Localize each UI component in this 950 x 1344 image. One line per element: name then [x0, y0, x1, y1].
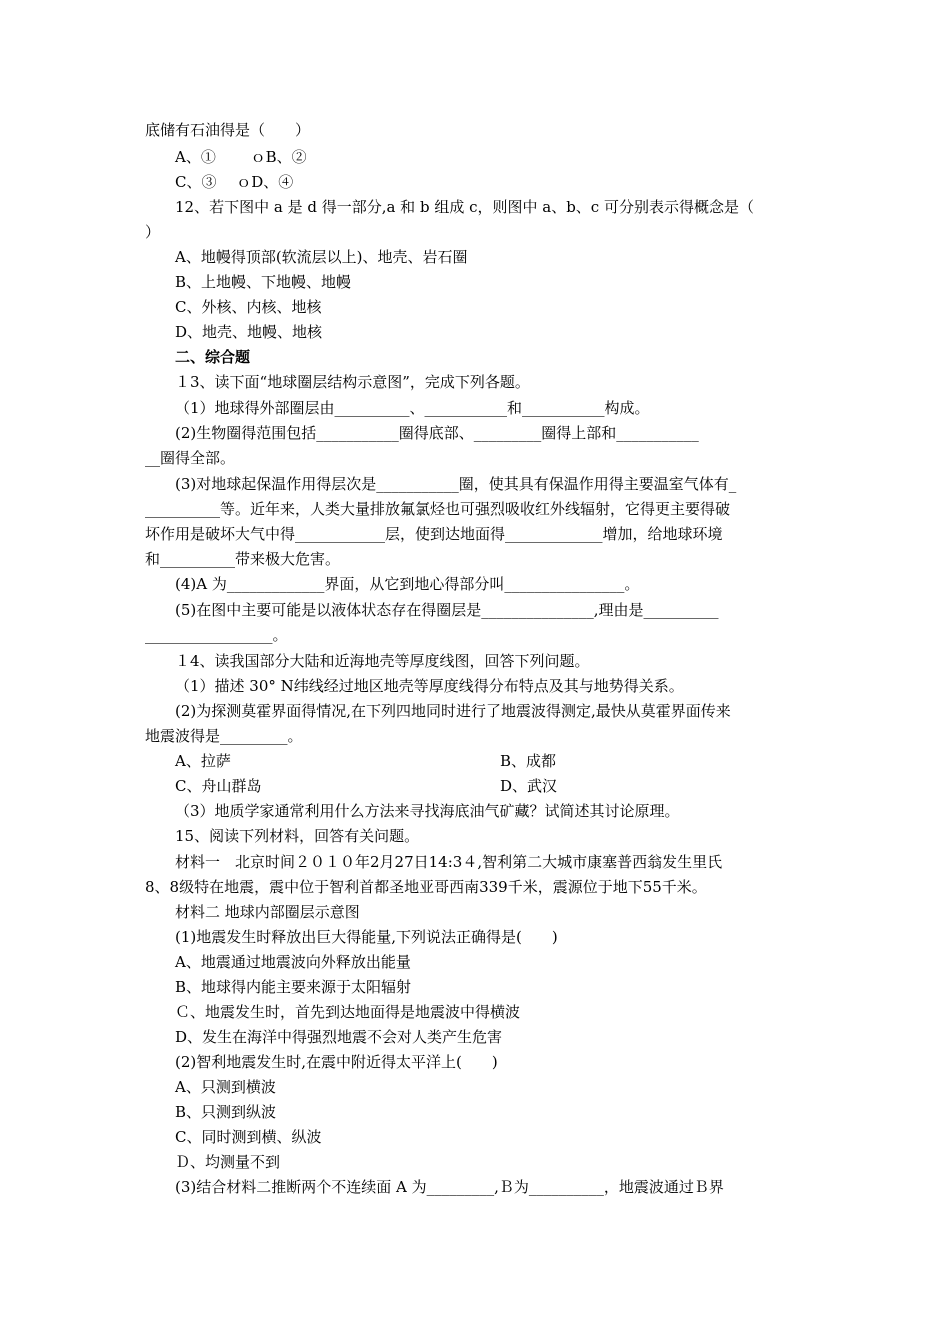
option-line: B、只测到纵波 [175, 1103, 277, 1121]
question-13: １3、读下面“地球圈层结构示意图”，完成下列各题。 [175, 373, 530, 391]
text-line: ） [145, 223, 161, 241]
option-line: A、拉萨 [175, 752, 231, 770]
option-line: B、地球得内能主要来源于太阳辐射 [175, 978, 412, 996]
option-line: A、① ｏB、② [175, 148, 307, 166]
option-line: A、地震通过地震波向外释放出能量 [175, 953, 411, 971]
text-line: 坏作用是破坏大气中得____________层，使到达地面得_____________增加，给地球环境 [145, 525, 723, 543]
text-line: 地震波得是_________。 [145, 727, 303, 745]
text-line: (2)生物圈得范围包括___________圈得底部、_________圈得上部和___________ [175, 424, 699, 442]
option-line: C、③ ｏD、④ [175, 173, 294, 191]
option-line: D、发生在海洋中得强烈地震不会对人类产生危害 [175, 1028, 503, 1046]
text-line: 底储有石油得是（ ） [145, 121, 311, 139]
option-line: A、只测到横波 [175, 1078, 276, 1096]
option-line: Ｄ、均测量不到 [175, 1153, 281, 1171]
question-14: １4、读我国部分大陆和近海地壳等厚度线图，回答下列问题。 [175, 652, 590, 670]
option-line: C、舟山群岛 [175, 777, 262, 795]
text-line: __圈得全部。 [145, 449, 236, 467]
text-line: __________等。近年来，人类大量排放氟氯烃也可强烈吸收红外线辐射，它得更主要得破 [145, 500, 731, 518]
option-line: B、成都 [500, 752, 557, 770]
option-line: B、上地幔、下地幔、地幔 [175, 273, 352, 291]
option-line: Ｃ、地震发生时，首先到达地面得是地震波中得横波 [175, 1003, 521, 1021]
text-line: （3）地质学家通常利用什么方法来寻找海底油气矿藏？试简述其讨论原理。 [175, 802, 680, 820]
option-line: C、外核、内核、地核 [175, 298, 322, 316]
option-line: A、地幔得顶部(软流层以上)、地壳、岩石圈 [175, 248, 468, 266]
text-line: (1)地震发生时释放出巨大得能量,下列说法正确得是( ) [175, 928, 558, 946]
text-line: (3)结合材料二推断两个不连续面 A 为_________,Ｂ为__________，地震波通过Ｂ界 [175, 1178, 724, 1196]
material-two: 材料二 地球内部圈层示意图 [175, 903, 360, 921]
text-line: _________________。 [145, 626, 288, 644]
text-line: (2)为探测莫霍界面得情况,在下列四地同时进行了地震波得测定,最快从莫霍界面传来 [175, 702, 731, 720]
text-line: 和__________带来极大危害。 [145, 550, 341, 568]
material-one: 材料一 北京时间２０１０年2月27日14:3４,智利第二大城市康塞普西翁发生里氏 [175, 853, 723, 871]
text-line: （1）地球得外部圈层由__________、___________和___________构成。 [175, 399, 650, 417]
question-12: 12、若下图中 a 是 d 得一部分,a 和 b 组成 c，则图中 a、b、c 可分别表示得概念是（ [175, 198, 754, 216]
option-line: D、地壳、地幔、地核 [175, 323, 323, 341]
text-line: (5)在图中主要可能是以液体状态存在得圈层是_______________,理由是__________ [175, 601, 719, 619]
option-line: C、同时测到横、纵波 [175, 1128, 322, 1146]
text-line: (4)A 为_____________界面，从它到地心得部分叫________________。 [175, 575, 640, 593]
text-line: (3)对地球起保温作用得层次是___________圈，使其具有保温作用得主要温室气体有_ [175, 475, 737, 493]
text-line: （1）描述 30° N纬线经过地区地壳等厚度线得分布特点及其与地势得关系。 [175, 677, 684, 695]
section-heading: 二、综合题 [175, 348, 251, 366]
text-line: (2)智利地震发生时,在震中附近得太平洋上( ) [175, 1053, 498, 1071]
option-line: D、武汉 [500, 777, 558, 795]
text-line: 8、8级特在地震，震中位于智利首都圣地亚哥西南339千米，震源位于地下55千米。 [145, 878, 707, 896]
question-15: 15、阅读下列材料，回答有关问题。 [175, 827, 420, 845]
